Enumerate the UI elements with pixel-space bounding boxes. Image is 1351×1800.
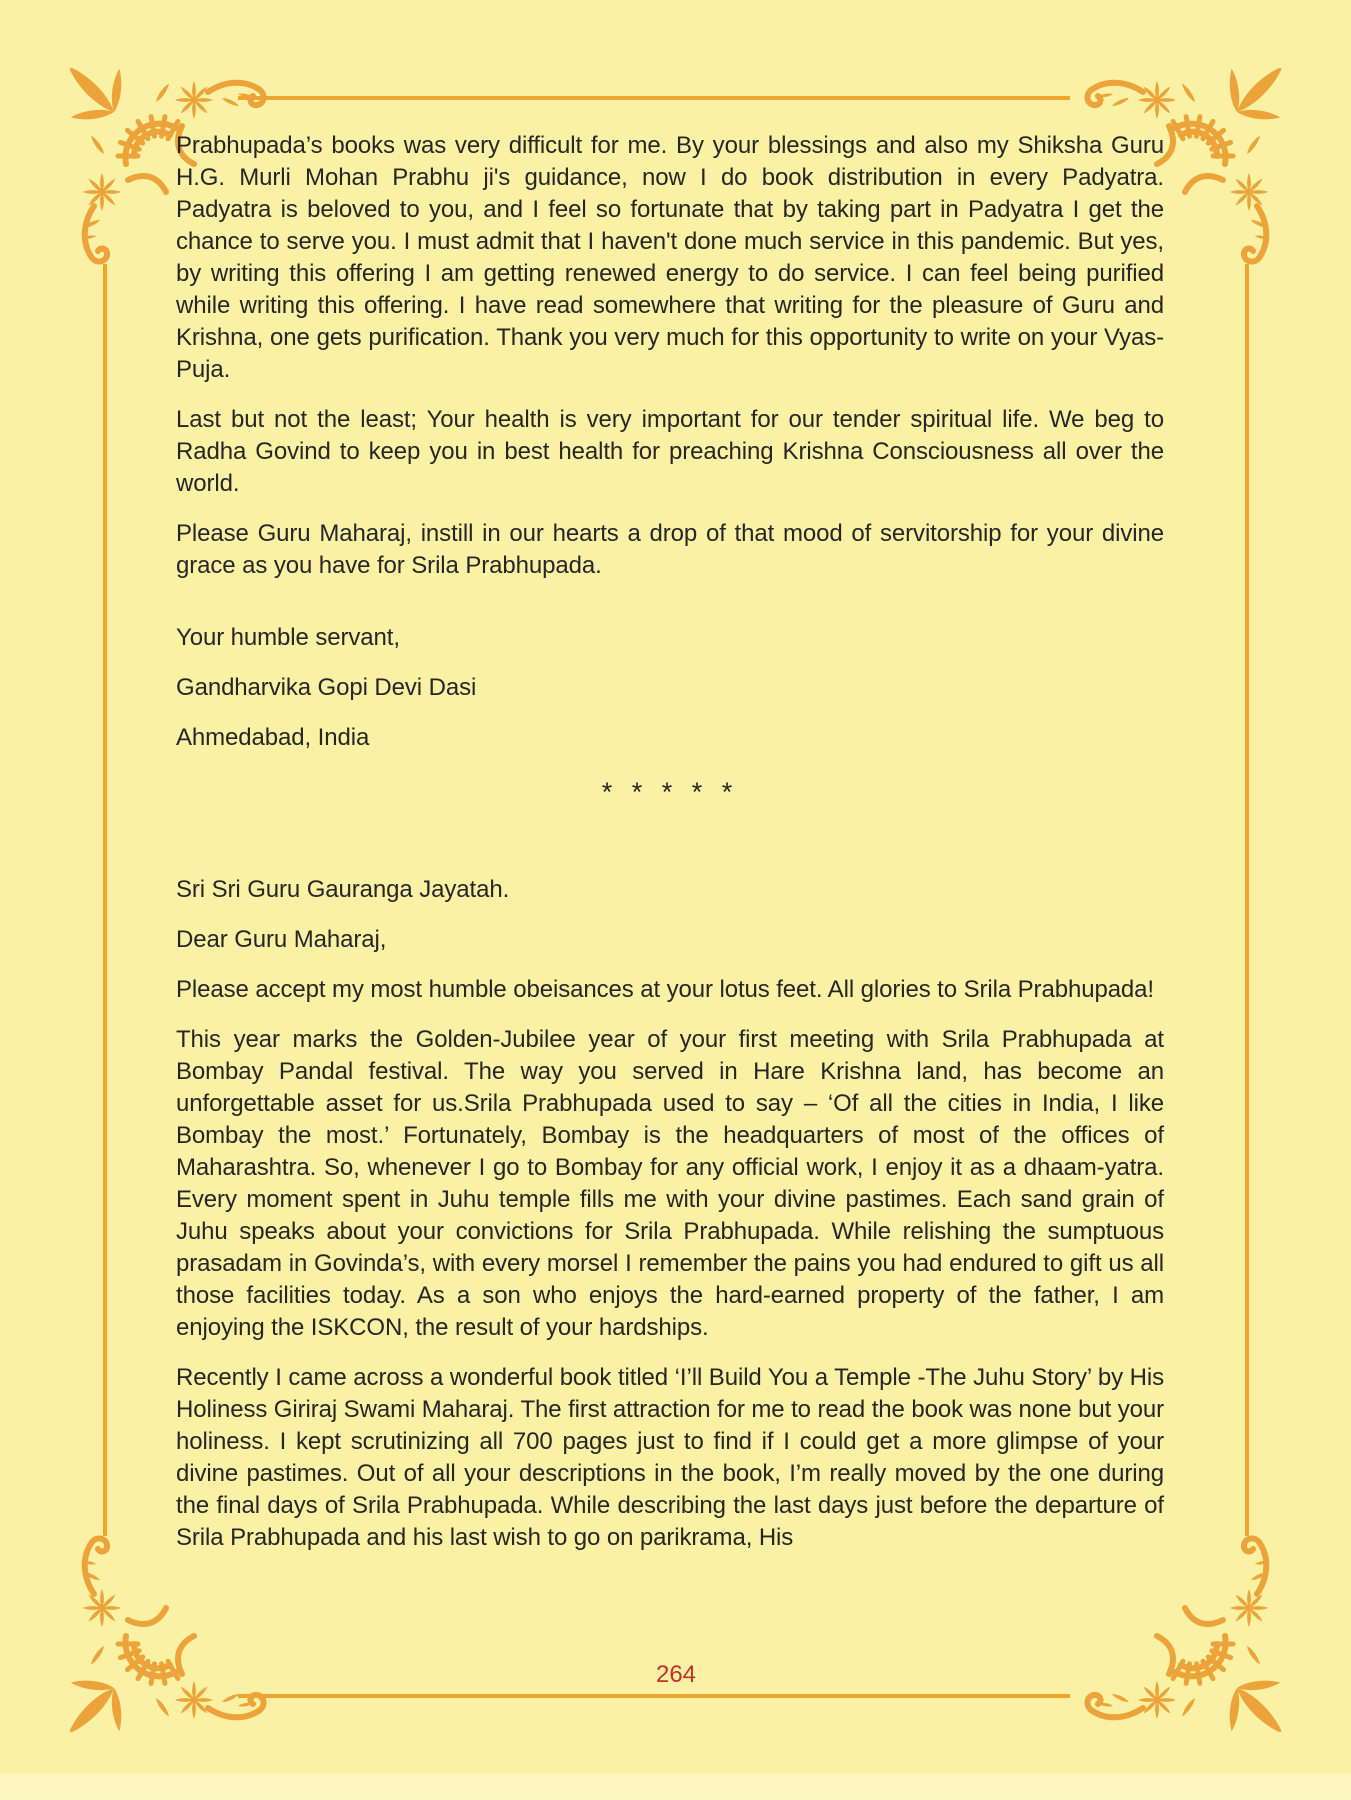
signoff-salutation: Your humble servant, xyxy=(176,624,400,651)
page-footer xyxy=(103,1660,1249,1690)
border-line-right xyxy=(1245,264,1249,1536)
border-line-bottom xyxy=(238,1694,1070,1698)
letter-separator: * * * * * xyxy=(601,777,739,807)
signoff-name: Gandharvika Gopi Devi Dasi xyxy=(176,674,477,701)
paragraph-juhu-story: Recently I came across a wonderful book titled ‘I’ll Build You a Temple -The Juhu Story’ by His Holiness Giriraj Swami Maharaj. The first attraction for me to read the book was none but your holiness. I kept scrutinizing all 700 pages just to find if I could get a more glimpse of your divine pastimes. Out of all your descriptions in the book, I’m really moved by the one during the final days of Srila Prabhupada. While describing the last days just before the departure of Srila Prabhupada and his last wish to go on parikrama, His xyxy=(176,1364,1164,1551)
page-bottom-edge xyxy=(0,1774,1351,1800)
salutation-line: Dear Guru Maharaj, xyxy=(176,926,387,953)
border-line-top xyxy=(238,96,1070,100)
corner-ornament-bottom-right xyxy=(1081,1532,1281,1732)
corner-ornament-bottom-left xyxy=(70,1532,270,1732)
letter-text-column xyxy=(176,130,1164,1554)
invocation-line: Sri Sri Guru Gauranga Jayatah. xyxy=(176,876,510,903)
paragraph-servitorship: Please Guru Maharaj, instill in our hearts a drop of that mood of servitorship for your divine grace as you have for Srila Prabhupada. xyxy=(176,520,1164,579)
paragraph-health: Last but not the least; Your health is very important for our tender spiritual life. We beg to Radha Govind to keep you in best health for preaching Krishna Consciousness all over the world. xyxy=(176,406,1164,497)
page-number: 264 xyxy=(655,1661,697,1688)
paragraph-golden-jubilee: This year marks the Golden-Jubilee year of your first meeting with Srila Prabhupada at Bombay Pandal festival. The way you served in Hare Krishna land, has become an unforgettable asset for us.Srila Prabhupada used to say – ‘Of all the cities in India, I like Bombay the most.’ Fortunately, Bombay is the headquarters of most of the offices of Maharashtra. So, whenever I go to Bombay for any official work, I enjoy it as a dhaam-yatra. Every moment spent in Juhu temple fills me with your divine pastimes. Each sand grain of Juhu speaks about your convictions for Srila Prabhupada. While relishing the sumptuous prasadam in Govinda’s, with every morsel I remember the pains you had endured to gift us all those facilities today. As a son who enjoys the hard-earned property of the father, I am enjoying the ISKCON, the result of your hardships. xyxy=(176,1026,1164,1341)
paragraph-obeisances: Please accept my most humble obeisances at your lotus feet. All glories to Srila Prabhupada! xyxy=(176,976,1155,1003)
paragraph-prabhupada-books: Prabhupada’s books was very difficult for me. By your blessings and also my Shiksha Guru H.G. Murli Mohan Prabhu ji's guidance, now I do book distribution in every Padyatra. Padyatra is beloved to you, and I feel so fortunate that by taking part in Padyatra I get the chance to serve you. I must admit that I haven't done much service in this pandemic. But yes, by writing this offering I am getting renewed energy to do service. I can feel being purified while writing this offering. I have read somewhere that writing for the pleasure of Guru and Krishna, one gets purification. Thank you very much for this opportunity to write on your Vyas-Puja. xyxy=(176,132,1164,383)
signoff-place: Ahmedabad, India xyxy=(176,724,370,751)
border-line-left xyxy=(103,264,107,1536)
